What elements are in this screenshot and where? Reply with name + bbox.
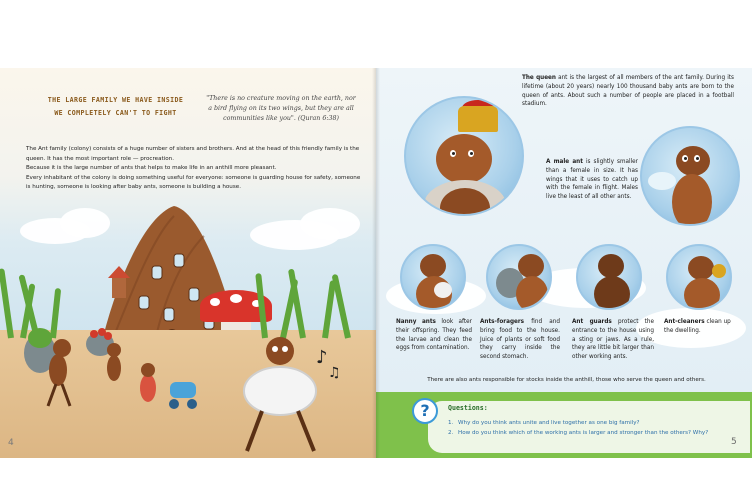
cleaners-description [664,318,740,336]
paragraph: Every inhabitant of the colony is doing something useful for everyone: someone is guarding house for safety, someone is hunting, someone is looking after baby ants, someone is building a house. [26,174,361,191]
male-ant-illustration [640,126,740,226]
question-number: 2. [448,430,454,436]
question-item [448,430,708,436]
right-page [376,68,752,458]
male-ant-description [546,158,638,202]
quote-line: a bird flying on its two wings, but they are all [208,105,354,112]
question-item [448,420,640,426]
cleaners-label: Ant-cleaners [664,319,705,325]
queen-text: ant is the largest of all members of the ant family. During its lifetime (about 20 years) nearly 100 thousand baby ants are born to the queen of ants. About such a number of people are placed in a football stadium. [522,75,735,108]
nanny-ant-with-stroller [130,358,210,418]
svg-text:♫: ♫ [328,365,341,381]
queen-ant-illustration [404,96,524,216]
queen-label: The queen [522,75,556,81]
quote-line: "There is no creature moving on the earth, nor [206,95,356,102]
question-mark-icon: ? [412,398,438,424]
open-book [0,68,752,458]
guards-text: protect the entrance to the house using a sting or jaws. As a rule, they are little bit larger than other working ants. [572,319,654,361]
page-number-left: 4 [8,438,14,448]
paragraph: Because it is the large number of ants that helps to make life in an anthill more pleasant. [26,165,277,172]
cleaner-ant-illustration [666,244,732,310]
left-body-text [26,145,362,193]
ant-carrying-egg [232,333,342,458]
male-ant-text: is slightly smaller than a female in size. It has wings that it uses to catch up with the female in flight. Males live the least of all other ants. [546,159,638,201]
paragraph: The Ant family (colony) consists of a huge number of sisters and brothers. And at the head of this friendly family is the queen. It has the most important role — procreation. [26,146,360,162]
foragers-text: find and bring food to the house. Juice of plants or soft food they carry inside the second stomach. [480,319,560,361]
guards-description [572,318,654,362]
cloud [300,208,360,240]
left-page-title [28,94,203,120]
guard-ant-illustration [576,244,642,310]
question-text: How do you think which of the working ants is larger and stronger than the others? Why? [458,430,709,436]
question-text: Why do you think ants unite and live together as one big family? [458,420,640,426]
question-number: 1. [448,420,454,426]
page-number-right: 5 [731,437,737,447]
forager-ant-illustration [486,244,552,310]
cleaners-text: clean up the dwelling. [664,319,731,334]
foragers-description [480,318,560,362]
nanny-ants-description [396,318,472,353]
male-ant-label: A male ant [546,159,583,165]
quran-quote [206,94,356,124]
worker-ants-illustration [18,308,128,418]
foragers-label: Ants-foragers [480,319,525,325]
stocks-note: There are also ants responsible for stocks inside the anthill, those who serve the queen and others. [427,377,706,383]
svg-text:♪: ♪ [316,347,328,368]
nanny-ant-illustration [400,244,466,310]
nanny-ants-text: look after their offspring. They feed the larvae and clean the eggs from contamination. [396,319,473,352]
title-line: WE COMPLETELY CAN'T TO FIGHT [54,109,177,117]
nanny-ants-label: Nanny ants [396,319,436,325]
queen-description [522,74,734,109]
book-spine [372,68,380,458]
left-page [0,68,376,458]
questions-panel [376,392,752,458]
title-line: THE LARGE FAMILY WE HAVE INSIDE [47,96,184,104]
chimney-roof [108,266,130,278]
quote-line: communities like you". (Quran 6:38) [223,115,339,122]
guards-label: Ant guards [572,319,612,325]
questions-title: Questions: [448,404,488,412]
